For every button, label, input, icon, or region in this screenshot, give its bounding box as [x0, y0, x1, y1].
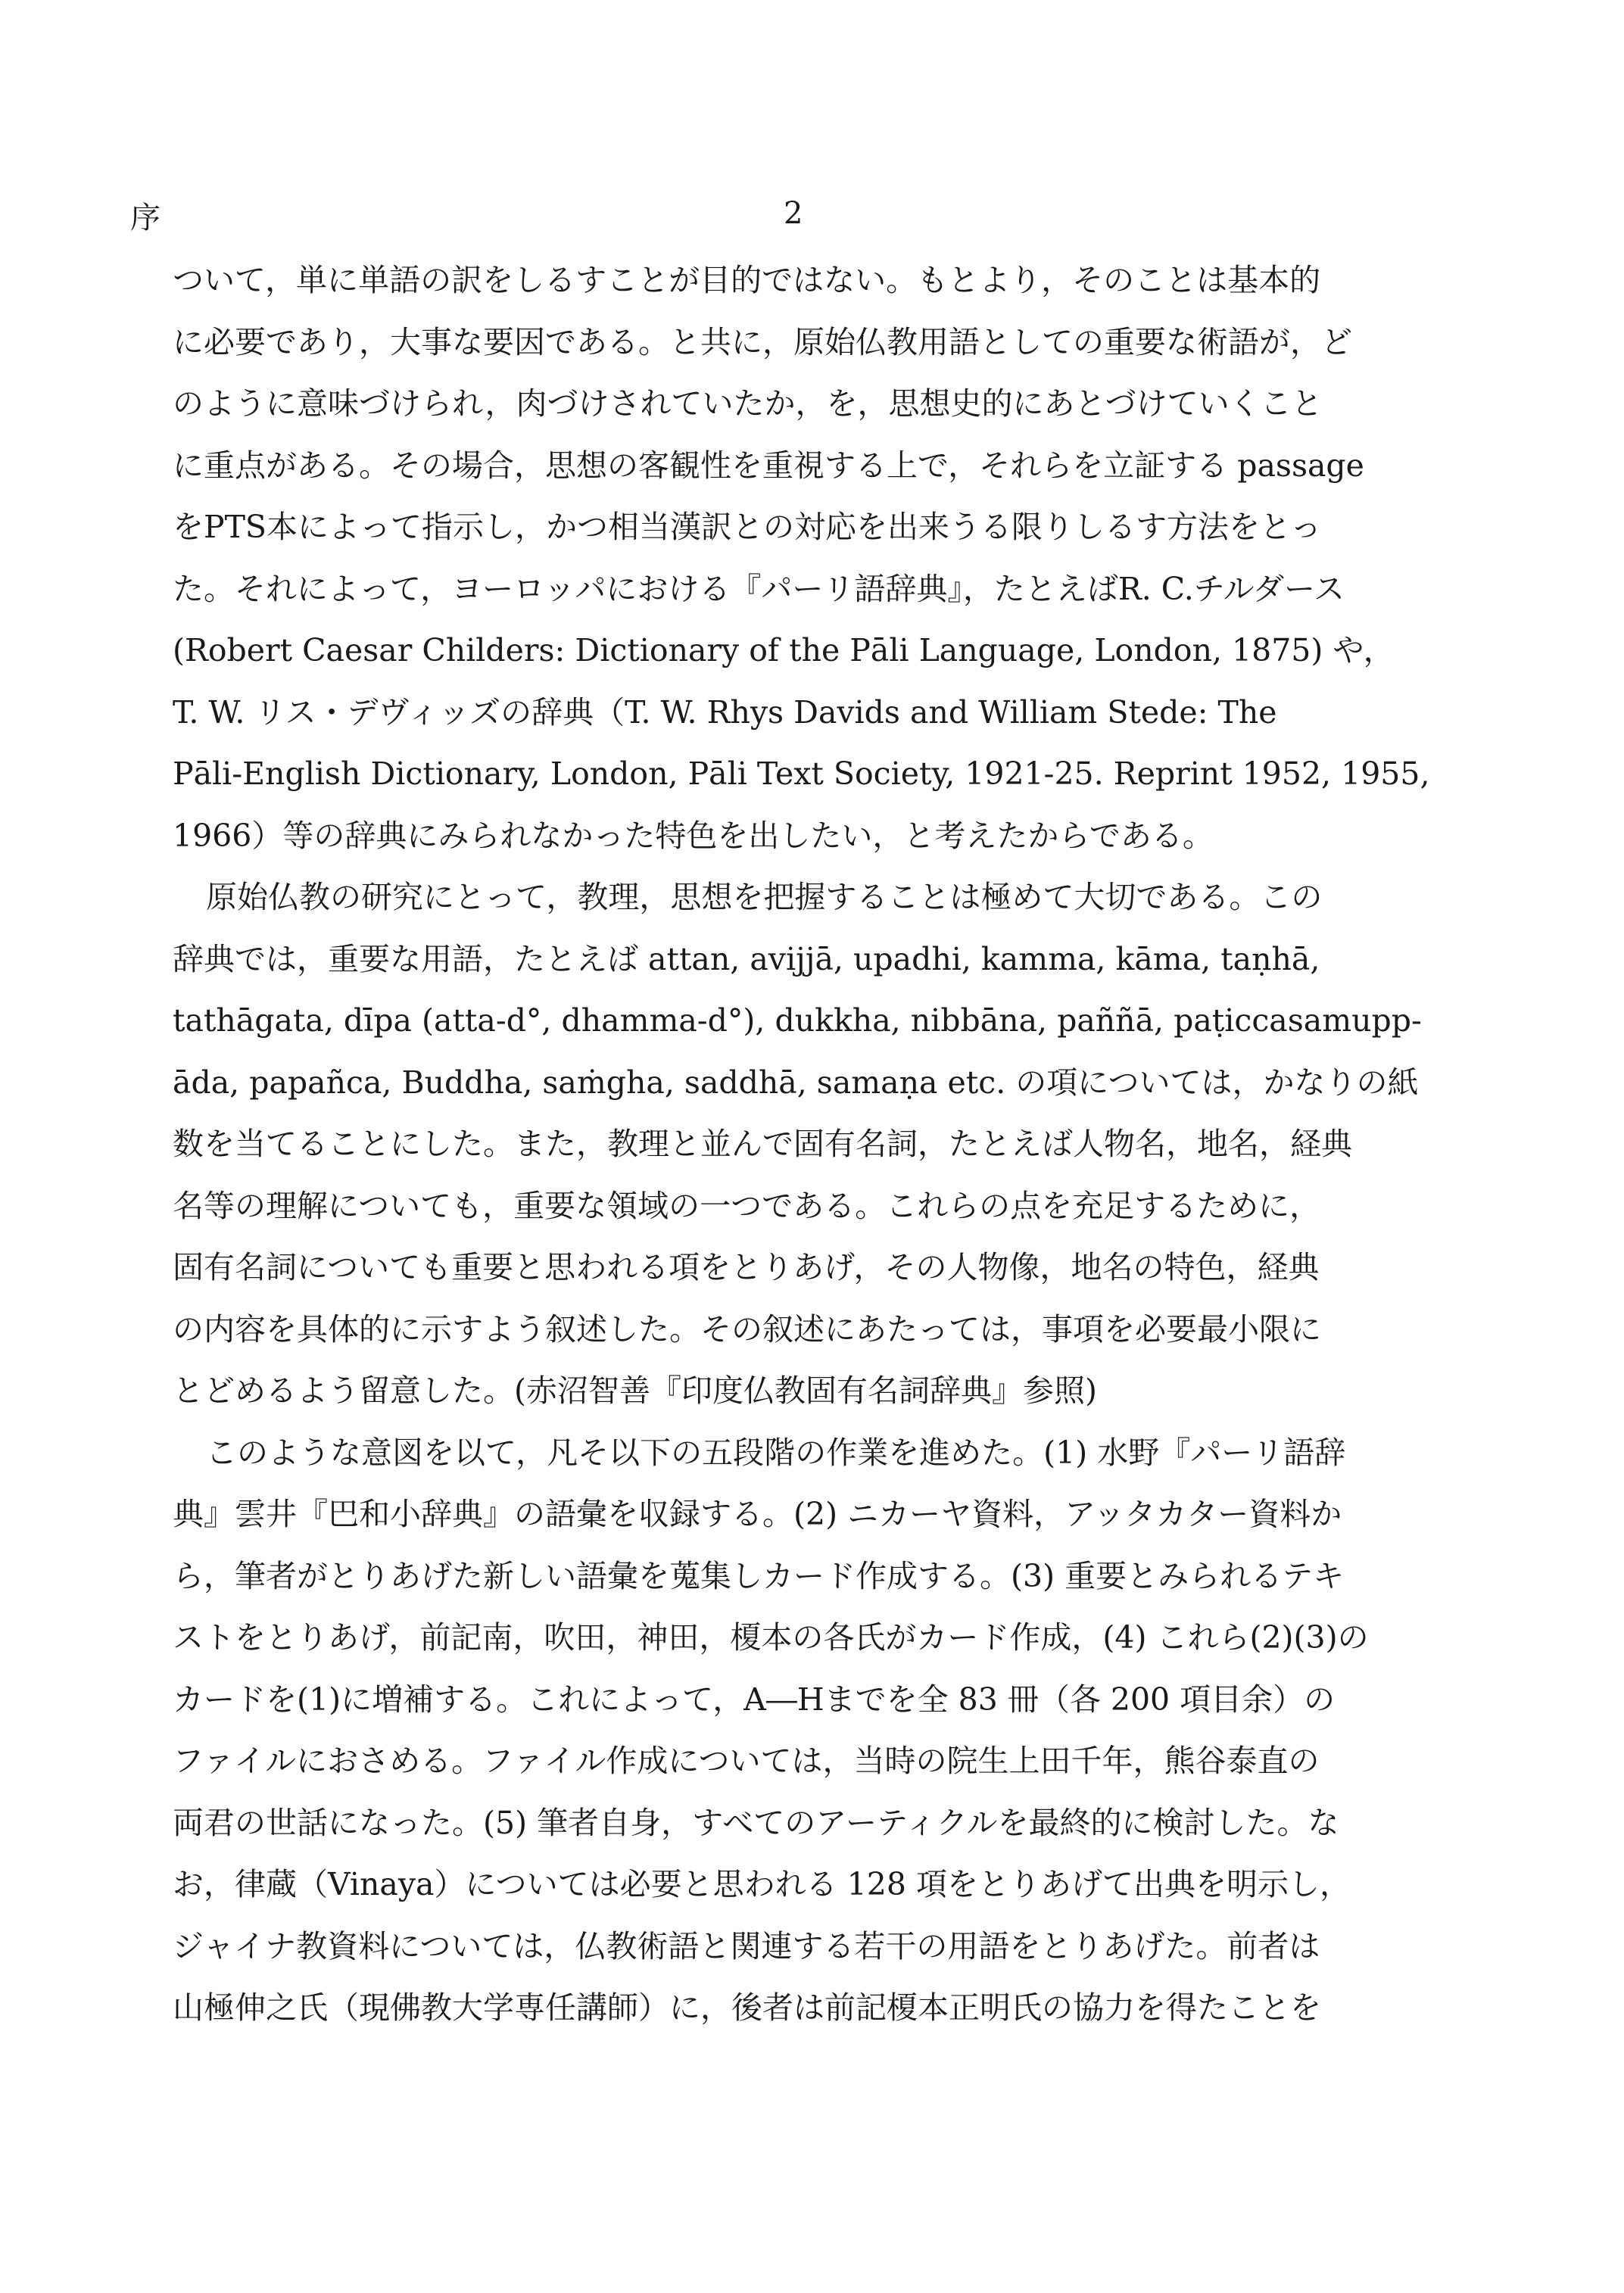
text-line: T. W. リス・デヴィッズの辞典（T. W. Rhys Davids and William Stede: The [173, 693, 1277, 731]
text-line: 山極伸之氏（現佛教大学専任講師）に，後者は前記榎本正明氏の協力を得たことを [173, 1989, 1321, 2026]
text-line: ついて，単に単語の訳をしるすことが目的ではない。もとより，そのことは基本的 [173, 262, 1321, 298]
text-line: 典』雲井『巴和小辞典』の語彙を収録する。(2) ニカーヤ資料，アッタカター資料か [173, 1496, 1342, 1532]
running-header: 序 [130, 201, 161, 235]
text-line: āda, papañca, Buddha, saṁgha, saddhā, samaṇa etc. の項については，かなりの紙 [173, 1064, 1419, 1101]
body-text [173, 250, 1445, 2039]
text-line: tathāgata, dīpa (atta-d°, dhamma-d°), dukkha, nibbāna, paññā, paṭiccasamupp- [173, 1002, 1422, 1039]
page-number: 2 [784, 196, 803, 231]
text-line: ジャイナ教資料については，仏教術語と関連する若干の用語をとりあげた。前者は [173, 1927, 1320, 1964]
paragraph-start-line: このような意図を以て，凡そ以下の五段階の作業を進めた。(1) 水野『パーリ語辞 [206, 1434, 1346, 1471]
text-line: ら，筆者がとりあげた新しい語彙を蒐集しカード作成する。(3) 重要とみられるテキ [173, 1557, 1345, 1594]
text-line: 両君の世話になった。(5) 筆者自身，すべてのアーティクルを最終的に検討した。な [173, 1804, 1339, 1841]
text-line: た。それによって，ヨーロッパにおける『パーリ語辞典』，たとえばR. C.チルダース [173, 570, 1345, 607]
text-line: 1966）等の辞典にみられなかった特色を出したい，と考えたからである。 [173, 817, 1214, 854]
paragraph-start-line: 原始仏教の研究にとって，教理，思想を把握することは極めて大切である。この [206, 879, 1323, 915]
text-line: をPTS本によって指示し，かつ相当漢訳との対応を出来うる限りしるす方法をとっ [173, 509, 1322, 545]
text-line: (Robert Caesar Childers: Dictionary of the Pāli Language, London, 1875) や， [173, 632, 1395, 668]
text-line: 辞典では，重要な用語，たとえば attan, avijjā, upadhi, kamma, kāma, taṇhā, [173, 940, 1320, 977]
text-line: ファイルにおさめる。ファイル作成については，当時の院生上田千年，熊谷泰直の [173, 1743, 1320, 1779]
text-line: に重点がある。その場合，思想の客観性を重視する上で，それらを立証する passage [173, 447, 1364, 484]
text-line: カードを(1)に増補する。これによって，A―Hまでを全 83 冊（各 200 項目余）の [173, 1681, 1336, 1718]
text-line: ストをとりあげ，前記南，吹田，神田，榎本の各氏がカード作成，(4) これら(2)(3)の [173, 1619, 1369, 1656]
text-line: 名等の理解についても，重要な領域の一つである。これらの点を充足するために， [173, 1187, 1321, 1224]
text-line: のように意味づけられ，肉づけされていたか，を，思想史的にあとづけていくこと [173, 385, 1323, 422]
text-line: 固有名詞についても重要と思われる項をとりあげ，その人物像，地名の特色，経典 [173, 1249, 1320, 1285]
text-line: の内容を具体的に示すよう叙述した。その叙述にあたっては，事項を必要最小限に [173, 1310, 1321, 1347]
text-line: とどめるよう留意した。(赤沼智善『印度仏教固有名詞辞典』参照) [173, 1372, 1097, 1409]
text-line: 数を当てることにした。また，教理と並んで固有名詞，たとえば人物名，地名，経典 [173, 1126, 1352, 1162]
text-line: Pāli-English Dictionary, London, Pāli Text Society, 1921-25. Reprint 1952, 1955, [173, 756, 1430, 792]
text-line: お，律蔵（Vinaya）については必要と思われる 128 項をとりあげて出典を明示し， [173, 1866, 1351, 1902]
text-line: に必要であり，大事な要因である。と共に，原始仏教用語としての重要な術語が，ど [173, 323, 1352, 360]
